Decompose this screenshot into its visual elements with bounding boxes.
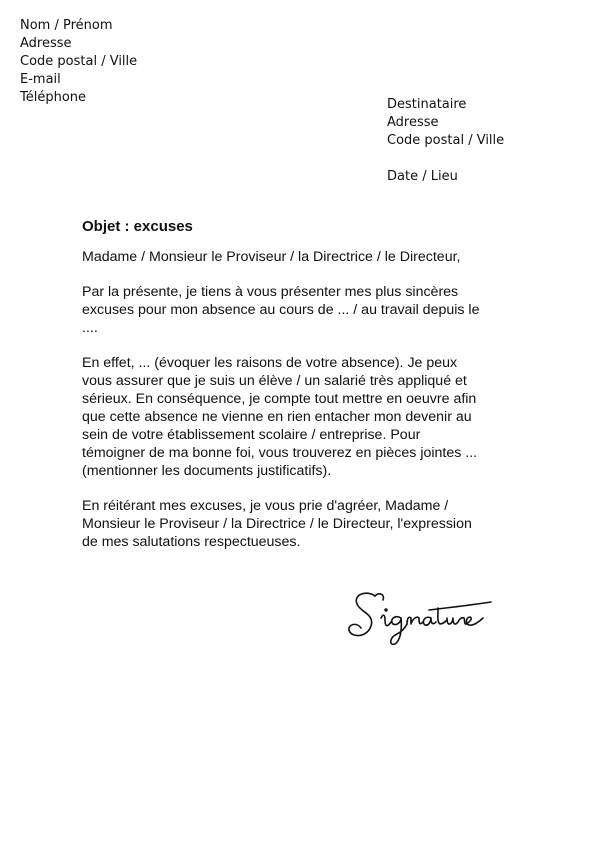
- date-place: Date / Lieu: [387, 169, 458, 184]
- paragraph-line: sérieux. En conséquence, je compte tout mettre en oeuvre afin: [82, 391, 477, 407]
- handwritten-signature: [345, 588, 505, 650]
- recipient-block: [387, 96, 504, 186]
- letter-salutation: [82, 248, 522, 266]
- sender-block: [20, 17, 137, 107]
- sender-address: Adresse: [20, 36, 72, 51]
- salutation-line: Madame / Monsieur le Proviseur / la Directrice / le Directeur,: [82, 249, 461, 265]
- sender-postal-city: Code postal / Ville: [20, 54, 138, 69]
- paragraph-line: ....: [82, 320, 98, 336]
- paragraph-line: témoigner de ma bonne foi, vous trouverez en pièces jointes ...: [82, 445, 478, 461]
- paragraph-line: vous assurer que je suis un élève / un salarié très appliqué et: [82, 373, 467, 389]
- paragraph-line: sein de votre établissement scolaire / entreprise. Pour: [82, 427, 421, 443]
- paragraph-reasons: [82, 354, 522, 480]
- sender-name: Nom / Prénom: [20, 18, 113, 33]
- paragraph-line: (mentionner les documents justificatifs).: [82, 463, 332, 479]
- paragraph-line: En réitérant mes excuses, je vous prie d'agréer, Madame /: [82, 498, 449, 514]
- paragraph-line: Par la présente, je tiens à vous présenter mes plus sincères: [82, 284, 459, 300]
- letter-body: [82, 218, 522, 568]
- paragraph-line: En effet, ... (évoquer les raisons de votre absence). Je peux: [82, 355, 458, 371]
- recipient-address: Adresse: [387, 115, 439, 130]
- letter-subject: Objet : excuses: [82, 218, 193, 235]
- sender-email: E-mail: [20, 72, 61, 87]
- recipient-postal-city: Code postal / Ville: [387, 133, 505, 148]
- paragraph-line: Monsieur le Proviseur / la Directrice / le Directeur, l'expression: [82, 516, 472, 532]
- paragraph-apology: [82, 283, 522, 337]
- sender-phone: Téléphone: [20, 90, 87, 105]
- paragraph-line: que cette absence ne vienne en rien entacher mon devenir au: [82, 409, 472, 425]
- recipient-name: Destinataire: [387, 97, 467, 112]
- paragraph-line: de mes salutations respectueuses.: [82, 534, 301, 550]
- paragraph-line: excuses pour mon absence au cours de ... / au travail depuis le: [82, 302, 480, 318]
- paragraph-closing: [82, 497, 522, 551]
